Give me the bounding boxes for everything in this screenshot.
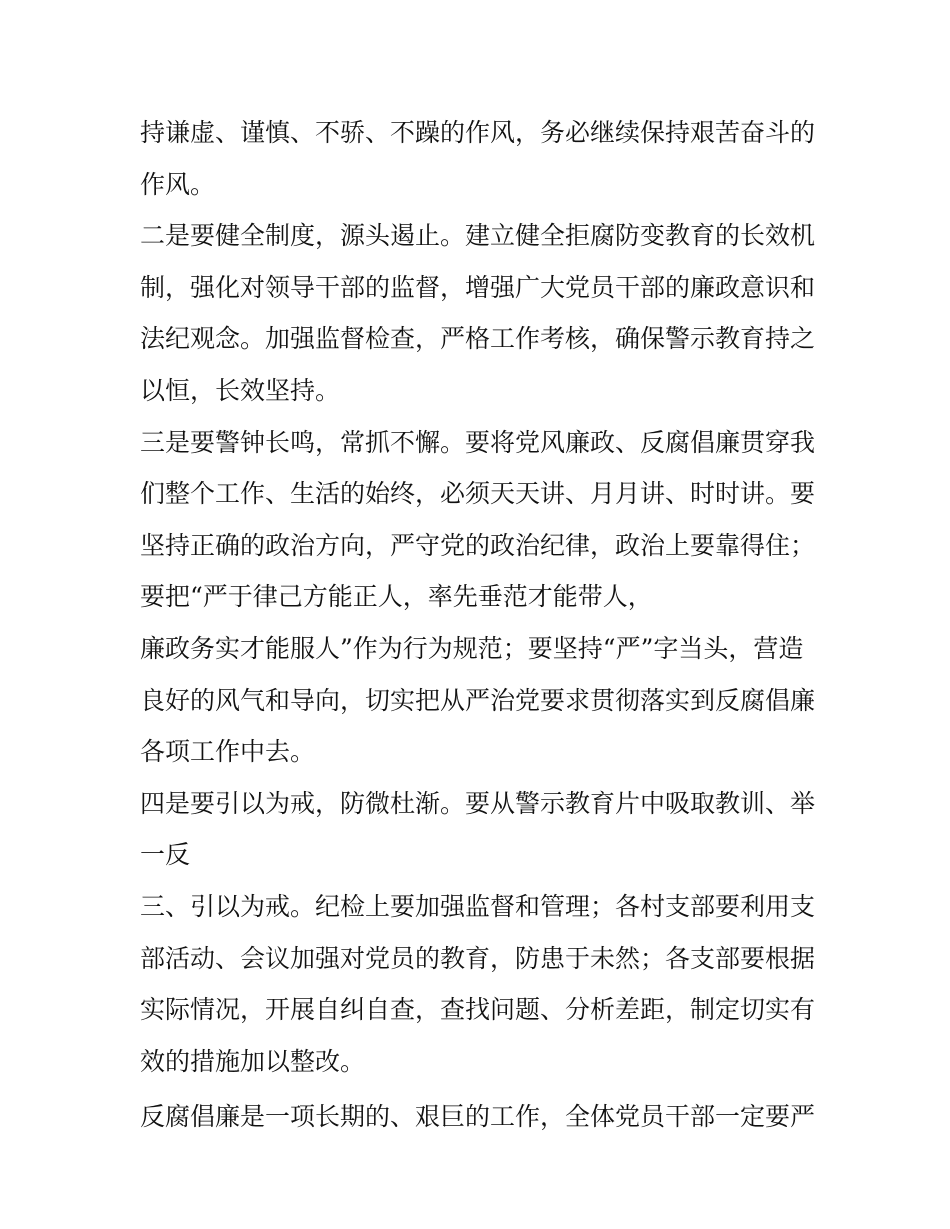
text-line: 以恒，长效坚持。 — [140, 375, 341, 405]
text-line: 要把“严于律己方能正人，率先垂范才能带人， — [140, 582, 653, 612]
document-body — [140, 107, 820, 1143]
text-line: 法纪观念。加强监督检查，严格工作考核，确保警示教育持之 — [140, 324, 816, 354]
text-line: 三、引以为戒。纪检上要加强监督和管理；各村支部要利用支 — [140, 891, 816, 921]
text-line: 效的措施加以整改。 — [140, 1046, 366, 1076]
text-line: 反腐倡廉是一项长期的、艰巨的工作，全体党员干部一定要严 — [140, 1102, 816, 1132]
text-line: 部活动、会议加强对党员的教育，防患于未然；各支部要根据 — [140, 943, 816, 973]
text-line: 持谦虚、谨慎、不骄、不躁的作风，务必继续保持艰苦奋斗的 — [140, 118, 816, 147]
text-line: 良好的风气和导向，切实把从严治党要求贯彻落实到反腐倡廉 — [140, 685, 816, 715]
text-line: 二是要健全制度，源头遏止。建立健全拒腐防变教育的长效机 — [140, 221, 816, 251]
text-line: 坚持正确的政治方向，严守党的政治纪律，政治上要靠得住； — [140, 530, 816, 560]
text-line: 作风。 — [140, 169, 216, 199]
text-line: 制，强化对领导干部的监督，增强广大党员干部的廉政意识和 — [140, 272, 816, 302]
text-line: 廉政务实才能服人”作为行为规范；要坚持“严”字当头，营造 — [140, 633, 804, 663]
text-line: 各项工作中去。 — [140, 737, 316, 767]
text-line: 三是要警钟长鸣，常抓不懈。要将党风廉政、反腐倡廉贯穿我 — [140, 427, 816, 457]
text-line: 们整个工作、生活的始终，必须天天讲、月月讲、时时讲。要 — [140, 479, 816, 509]
text-line: 一反 — [140, 840, 191, 870]
text-line: 四是要引以为戒，防微杜渐。要从警示教育片中吸取教训、举 — [140, 788, 816, 818]
text-line: 实际情况，开展自纠自查，查找问题、分析差距，制定切实有 — [140, 995, 816, 1025]
